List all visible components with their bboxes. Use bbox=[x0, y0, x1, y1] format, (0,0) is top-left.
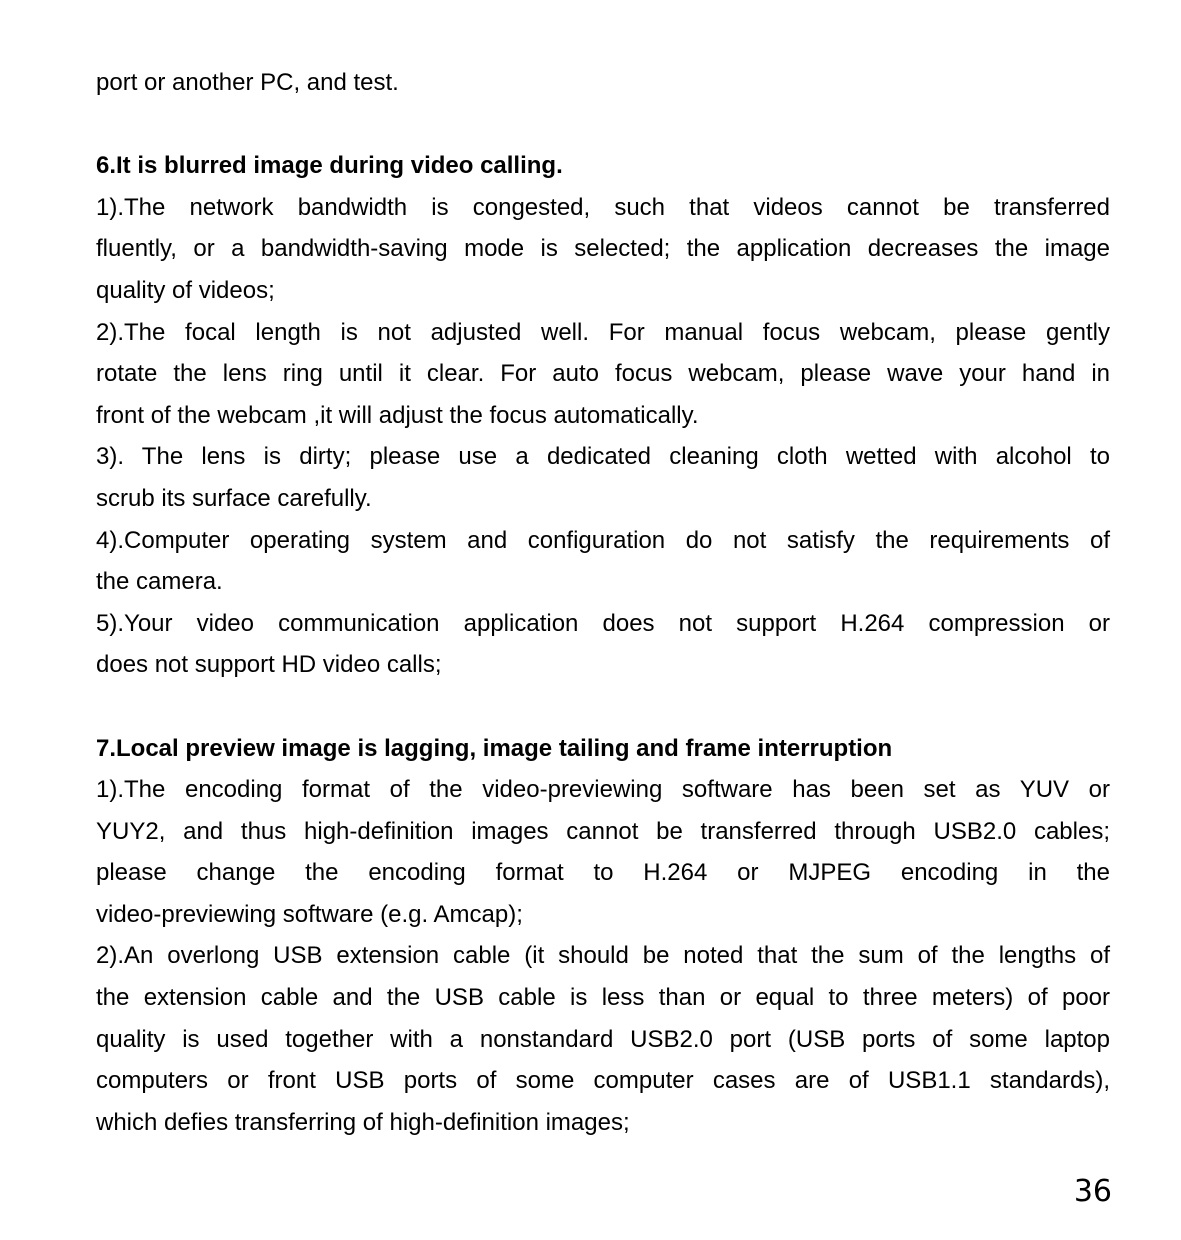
section-6-item-5 bbox=[96, 603, 1110, 686]
section-6 bbox=[96, 145, 1110, 686]
text-line: 3). The lens is dirty; please use a dedicated cleaning cloth wetted with alcohol to bbox=[96, 443, 1110, 471]
section-7 bbox=[96, 728, 1110, 1144]
text-line: 2).The focal length is not adjusted well. For manual focus webcam, please gently bbox=[96, 318, 1110, 346]
text-line: please change the encoding format to H.264 or MJPEG encoding in the bbox=[96, 859, 1110, 887]
text-line: computers or front USB ports of some computer cases are of USB1.1 standards), bbox=[96, 1067, 1110, 1095]
section-6-item-3 bbox=[96, 436, 1110, 519]
text-line: 5).Your video communication application does not support H.264 compression or bbox=[96, 609, 1110, 637]
text-line: the extension cable and the USB cable is less than or equal to three meters) of poor bbox=[96, 984, 1110, 1012]
intro-line: port or another PC, and test. bbox=[96, 69, 399, 96]
text-line: quality of videos; bbox=[96, 276, 275, 304]
page-number: 36 bbox=[1073, 1174, 1112, 1209]
section-6-item-2 bbox=[96, 312, 1110, 437]
text-line: quality is used together with a nonstandard USB2.0 port (USB ports of some laptop bbox=[96, 1025, 1110, 1053]
section-6-item-1 bbox=[96, 187, 1110, 312]
section-7-item-2 bbox=[96, 935, 1110, 1143]
text-line: fluently, or a bandwidth-saving mode is selected; the application decreases the image bbox=[96, 235, 1110, 263]
text-line: front of the webcam ,it will adjust the focus automatically. bbox=[96, 401, 699, 429]
manual-page-body bbox=[96, 62, 1110, 1143]
section-6-item-4 bbox=[96, 520, 1110, 603]
text-line: 4).Computer operating system and configuration do not satisfy the requirements of bbox=[96, 526, 1110, 554]
text-line: rotate the lens ring until it clear. For auto focus webcam, please wave your hand in bbox=[96, 360, 1110, 388]
text-line: the camera. bbox=[96, 568, 223, 596]
section-7-heading: 7.Local preview image is lagging, image tailing and frame interruption bbox=[96, 734, 893, 762]
paragraph-gap bbox=[96, 104, 1110, 146]
paragraph-gap bbox=[96, 686, 1110, 728]
text-line: does not support HD video calls; bbox=[96, 651, 442, 679]
text-line: video-previewing software (e.g. Amcap); bbox=[96, 900, 523, 928]
text-line: YUY2, and thus high-definition images cannot be transferred through USB2.0 cables; bbox=[96, 817, 1110, 845]
text-line: scrub its surface carefully. bbox=[96, 484, 372, 512]
text-line: 1).The network bandwidth is congested, such that videos cannot be transferred bbox=[96, 193, 1110, 221]
text-line: which defies transferring of high-definition images; bbox=[96, 1108, 630, 1136]
text-line: 2).An overlong USB extension cable (it should be noted that the sum of the lengths of bbox=[96, 942, 1110, 970]
section-6-heading: 6.It is blurred image during video calling. bbox=[96, 152, 563, 180]
text-line: 1).The encoding format of the video-previewing software has been set as YUV or bbox=[96, 776, 1110, 804]
section-7-item-1 bbox=[96, 769, 1110, 935]
